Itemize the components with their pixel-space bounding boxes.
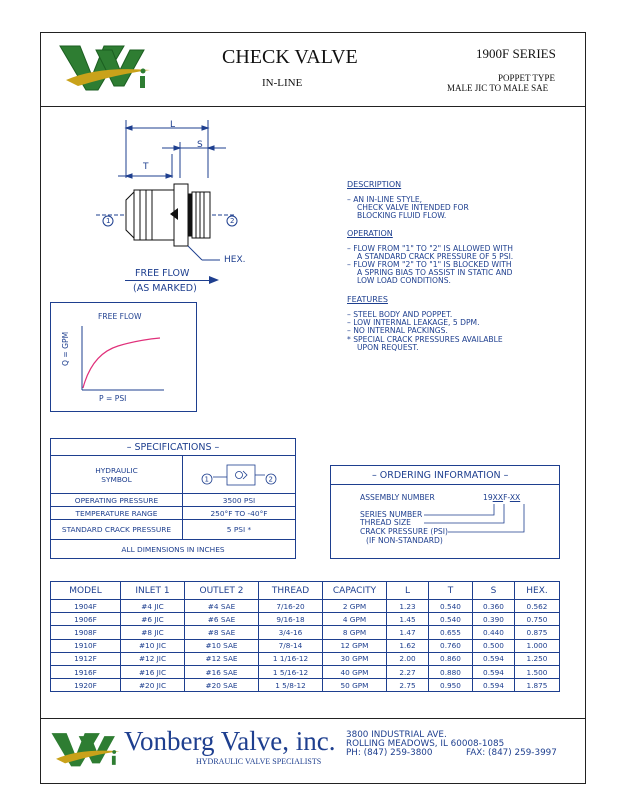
description-line-3: BLOCKING FLUID FLOW. [357,211,447,220]
table-cell: 0.390 [473,613,515,626]
specs-footer: ALL DIMENSIONS IN INCHES [51,540,296,559]
table-cell: 3/4-16 [259,626,323,639]
description-line-1: – AN IN-LINE STYLE, [347,195,423,204]
hex-label: HEX. [224,255,246,265]
table-cell: 8 GPM [323,626,387,639]
spec-row-3-value: 5 PSI * [183,520,296,540]
table-row [51,639,560,652]
table-cell: 0.594 [473,679,515,692]
table-cell: 0.655 [429,626,473,639]
symbol-port-1: 1 [204,475,209,483]
dimension-s: S [197,140,203,150]
features-line-3: – NO INTERNAL PACKINGS. [347,326,448,335]
ordering-line-2: THREAD SIZE [360,518,411,527]
models-header-row [51,582,560,600]
flow-arrow [125,280,215,281]
company-phone: PH: (847) 259-3800 [346,748,433,758]
table-cell: #20 SAE [185,679,259,692]
table-cell: 1.45 [387,613,429,626]
table-cell: 0.562 [515,600,560,613]
company-tagline: HYDRAULIC VALVE SPECIALISTS [196,757,322,766]
table-row [51,626,560,639]
table-cell: 7/8-14 [259,639,323,652]
table-cell: 0.360 [473,600,515,613]
spec-row-3-label: STANDARD CRACK PRESSURE [51,520,183,540]
table-cell: 0.594 [473,665,515,678]
symbol-port-2: 2 [268,475,273,483]
symbol-label-2: SYMBOL [101,474,132,484]
ordering-line-3: CRACK PRESSURE (PSI) [360,527,448,536]
company-name: Vonberg Valve, inc. [124,726,336,756]
features-line-5: UPON REQUEST. [357,343,419,352]
features-line-1: – STEEL BODY AND POPPET. [347,310,453,319]
table-cell: #16 SAE [185,665,259,678]
table-row [51,652,560,665]
table-cell: 0.540 [429,600,473,613]
port-2-label: 2 [230,217,235,225]
flow-label-1: FREE FLOW [135,268,190,279]
spec-row-1-value: 3500 PSI [183,494,296,507]
table-cell: 2.00 [387,652,429,665]
symbol-label-cell [51,456,183,494]
operation-line-1: – FLOW FROM "1" TO "2" IS ALLOWED WITH [347,244,514,253]
features-line-2: – LOW INTERNAL LEAKAGE, 5 DPM. [347,318,480,327]
table-cell: 1910F [51,639,121,652]
features-line-4: * SPECIAL CRACK PRESSURES AVAILABLE [347,335,503,344]
col-capacity: CAPACITY [323,582,387,600]
header-divider [40,106,586,107]
table-cell: 0.500 [473,639,515,652]
spec-row-1-label: OPERATING PRESSURE [51,494,183,507]
table-cell: #4 JIC [121,600,185,613]
table-cell: 0.750 [515,613,560,626]
table-cell: 1.000 [515,639,560,652]
table-cell: 1.62 [387,639,429,652]
assembly-crack-code: XX [509,493,521,502]
table-cell: 0.540 [429,613,473,626]
symbol-cell [183,456,296,494]
table-row [51,679,560,692]
assembly-prefix: 19 [483,493,493,502]
table-cell: #12 JIC [121,652,185,665]
table-cell: 0.860 [429,652,473,665]
operation-heading: OPERATION [347,229,393,238]
col-model: MODEL [51,582,121,600]
table-cell: 1 1/16-12 [259,652,323,665]
table-cell: 0.760 [429,639,473,652]
operation-line-2: A STANDARD CRACK PRESSURE OF 5 PSI. [357,252,514,261]
ordering-line-4: (IF NON-STANDARD) [366,536,443,545]
table-cell: 0.875 [515,626,560,639]
symbol-label-1: HYDRAULIC [95,465,138,475]
col-outlet: OUTLET 2 [185,582,259,600]
assembly-mid: F- [503,493,510,502]
port-1-label: 1 [106,217,111,225]
table-cell: 1 5/16-12 [259,665,323,678]
assembly-thread-code: XX [492,493,504,502]
table-cell: #12 SAE [185,652,259,665]
table-cell: #8 SAE [185,626,259,639]
description-heading: DESCRIPTION [347,180,402,189]
table-cell: 1906F [51,613,121,626]
table-cell: 1 5/8-12 [259,679,323,692]
dimension-t: T [143,162,149,172]
table-cell: 1.47 [387,626,429,639]
company-address-2: ROLLING MEADOWS, IL 60008-1085 [346,739,505,749]
company-address-1: 3800 INDUSTRIAL AVE. [346,730,447,740]
flow-arrowhead-icon [209,276,219,284]
table-cell: 0.950 [429,679,473,692]
table-cell: 1.875 [515,679,560,692]
table-cell: 0.880 [429,665,473,678]
operation-line-4: A SPRING BIAS TO ASSIST IN STATIC AND [357,268,513,277]
specs-heading: – SPECIFICATIONS – [51,439,296,456]
table-cell: 0.594 [473,652,515,665]
table-cell: 2.75 [387,679,429,692]
table-cell: 2.27 [387,665,429,678]
table-cell: 0.440 [473,626,515,639]
table-row [51,600,560,613]
footer-logo-icon [50,727,124,771]
table-cell: #20 JIC [121,679,185,692]
operation-line-3: – FLOW FROM "2" TO "1" IS BLOCKED WITH [347,260,512,269]
table-cell: 1912F [51,652,121,665]
ordering-divider [330,484,560,485]
specifications-table [50,438,296,559]
spec-row-2-label: TEMPERATURE RANGE [51,507,183,520]
series-label: 1900F SERIES [476,46,556,61]
table-cell: 2 GPM [323,600,387,613]
table-cell: 1920F [51,679,121,692]
type-line-1: POPPET TYPE [498,73,555,83]
col-inlet: INLET 1 [121,582,185,600]
table-cell: 40 GPM [323,665,387,678]
dimension-l: L [170,120,176,130]
table-cell: 1.250 [515,652,560,665]
table-cell: #4 SAE [185,600,259,613]
ordering-line-1: SERIES NUMBER [360,510,423,519]
col-l: L [387,582,429,600]
graph-title: FREE FLOW [98,312,142,321]
graph-x-label: P = PSI [99,394,127,403]
footer-divider [40,718,586,719]
assembly-number-label: ASSEMBLY NUMBER [360,493,435,502]
operation-line-5: LOW LOAD CONDITIONS. [357,276,451,285]
table-cell: 1.23 [387,600,429,613]
table-row [51,665,560,678]
description-line-2: CHECK VALVE INTENDED FOR [357,203,469,212]
table-cell: 1.500 [515,665,560,678]
graph-y-label: Q = GPM [61,331,70,366]
table-cell: 50 GPM [323,679,387,692]
col-thread: THREAD [259,582,323,600]
col-t: T [429,582,473,600]
col-hex: HEX. [515,582,560,600]
company-fax: FAX: (847) 259-3997 [466,748,557,758]
table-cell: 9/16-18 [259,613,323,626]
table-cell: #16 JIC [121,665,185,678]
table-cell: #8 JIC [121,626,185,639]
valve-diagram [96,118,266,268]
check-valve-symbol-icon [199,459,279,489]
flow-label-2: (AS MARKED) [133,283,197,294]
models-table [50,581,560,692]
spec-row-2-value: 250°F TO -40°F [183,507,296,520]
table-cell: 1916F [51,665,121,678]
table-cell: 1908F [51,626,121,639]
page-subtitle: IN-LINE [262,77,303,89]
table-cell: 7/16-20 [259,600,323,613]
table-cell: #10 JIC [121,639,185,652]
ordering-leader-lines [420,500,530,536]
table-cell: 4 GPM [323,613,387,626]
flow-curve [78,324,168,394]
ordering-heading: – ORDERING INFORMATION – [372,470,509,481]
table-cell: 1904F [51,600,121,613]
table-row [51,613,560,626]
vonberg-logo-icon [58,40,156,94]
features-heading: FEATURES [347,295,388,304]
type-line-2: MALE JIC TO MALE SAE [447,83,549,93]
table-cell: 30 GPM [323,652,387,665]
table-cell: #6 SAE [185,613,259,626]
table-cell: #6 JIC [121,613,185,626]
col-s: S [473,582,515,600]
page-title: CHECK VALVE [222,46,358,68]
table-cell: 12 GPM [323,639,387,652]
table-cell: #10 SAE [185,639,259,652]
